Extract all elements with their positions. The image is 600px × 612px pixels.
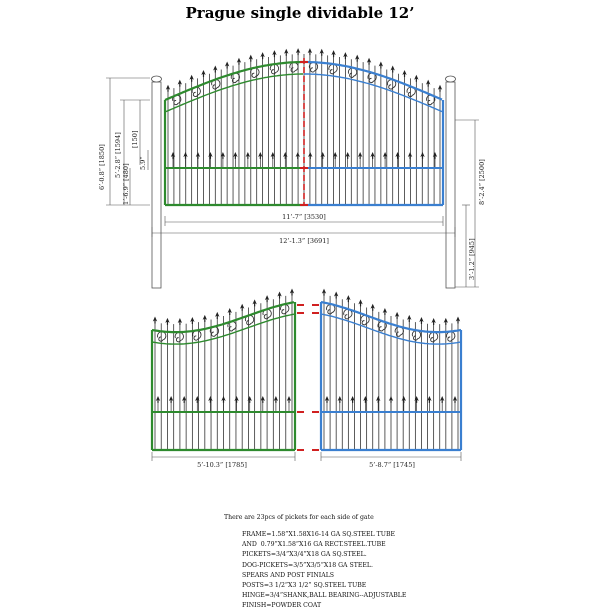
spear-finial	[453, 396, 457, 403]
spear-finial	[258, 152, 262, 159]
spear-finial	[407, 315, 411, 322]
spear-finial	[346, 295, 350, 302]
dim-height-total: 6’-0.8” [1850]	[98, 144, 106, 190]
spear-finial	[383, 308, 387, 315]
spear-finial	[153, 316, 157, 323]
spec-line: SPEARS AND POST FINIALS	[242, 571, 335, 579]
spear-finial	[178, 80, 182, 87]
spear-finial	[246, 152, 250, 159]
scroll-ornament	[193, 331, 201, 340]
spear-finial	[189, 75, 193, 82]
spear-finial	[284, 49, 288, 56]
spear-finial	[287, 396, 291, 403]
dim-height-top: [150]	[131, 130, 139, 148]
spear-finial	[208, 152, 212, 159]
spec-line: FINISH=POWDER COAT	[242, 602, 322, 610]
spear-finial	[215, 312, 219, 319]
scroll-ornament	[309, 63, 317, 72]
spear-finial	[308, 48, 312, 55]
spear-finial	[178, 318, 182, 325]
spear-finial	[183, 152, 187, 159]
spec-line: POSTS=3 1/2”X3 1/2” SQ.STEEL TUBE	[242, 582, 367, 590]
dim-width-total: 12’-1.3” [3691]	[279, 237, 329, 245]
right-post-cap	[446, 76, 456, 82]
drawing-title: Prague single dividable 12’	[185, 4, 415, 22]
spear-finial	[213, 66, 217, 73]
split-left-leaf	[152, 289, 295, 450]
spear-finial	[203, 315, 207, 322]
spear-finial	[272, 50, 276, 57]
spear-finial	[367, 58, 371, 65]
spear-finial	[426, 80, 430, 87]
spear-finial	[358, 152, 362, 159]
dim-height-small: 5.9”	[139, 156, 147, 170]
top-gate-view	[98, 48, 486, 288]
spear-finial	[225, 61, 229, 68]
right-top-rail	[304, 62, 442, 100]
spear-finial	[283, 152, 287, 159]
split-gate-view	[152, 289, 461, 469]
spear-finial	[201, 70, 205, 77]
spear-finial	[402, 396, 406, 403]
spear-finial	[260, 52, 264, 59]
spec-line: AND 0.79”X1.58”X16 GA RECT.STEEL.TUBE	[242, 541, 386, 549]
split-right-leaf	[321, 289, 461, 450]
spear-finial	[420, 152, 424, 159]
dim-height-lower: 1’-6.9” [480]	[122, 163, 130, 205]
spear-finial	[156, 396, 160, 403]
spec-line: HINGE=3/4”SHANK,BALL BEARING--ADJUSTABLE	[242, 592, 407, 600]
dim-split-right: 5’-8.7” [1745]	[369, 461, 415, 469]
dim-width-gate: 11’-7” [3530]	[282, 213, 326, 221]
split-dimension-lines	[152, 452, 461, 461]
spear-finial	[338, 396, 342, 403]
split-connector-dashes	[297, 305, 319, 450]
spec-line: DOG-PICKETS=3/5”X3/5”X18 GA STEEL.	[242, 561, 373, 569]
spear-finial	[456, 317, 460, 324]
spear-finial	[169, 396, 173, 403]
spear-finial	[402, 70, 406, 77]
spear-finial	[389, 396, 393, 403]
spear-finial	[355, 55, 359, 62]
spear-finial	[265, 295, 269, 302]
spear-finial	[190, 317, 194, 324]
spec-line: PICKETS=3/4”X3/4”X18 GA SQ.STEEL.	[242, 551, 367, 559]
spear-finial	[296, 152, 300, 159]
spear-finial	[165, 318, 169, 325]
spear-finial	[196, 152, 200, 159]
spear-finial	[408, 152, 412, 159]
pickets-note: There are 23pcs of pickets for each side of gate	[224, 514, 374, 521]
spear-finial	[221, 396, 225, 403]
spear-finial	[334, 291, 338, 298]
spear-finial	[240, 304, 244, 311]
spear-finial	[234, 396, 238, 403]
spear-finial	[308, 152, 312, 159]
dim-height-frame: 5’-2.8” [1594]	[114, 132, 122, 178]
spec-line: FRAME=1.58”X1.58X16-14 GA SQ.STEEL TUBE	[242, 531, 396, 538]
dim-split-left: 5’-10.3” [1785]	[197, 461, 247, 469]
spear-finial	[237, 58, 241, 65]
left-post	[152, 82, 161, 288]
scroll-ornament	[447, 332, 455, 341]
left-post-cap	[152, 76, 162, 82]
spear-finial	[228, 308, 232, 315]
spear-finial	[290, 289, 294, 296]
spear-finial	[322, 289, 326, 296]
scroll-ornament	[412, 331, 420, 340]
spear-finial	[166, 85, 170, 92]
spear-finial	[395, 312, 399, 319]
spear-finial	[233, 152, 237, 159]
spear-finial	[320, 49, 324, 56]
spear-finial	[343, 52, 347, 59]
spear-finial	[371, 304, 375, 311]
spear-finial	[274, 396, 278, 403]
dim-right-post: 8’-2.4” [2500]	[478, 159, 486, 205]
scroll-ornament	[329, 64, 337, 73]
spear-finial	[440, 396, 444, 403]
scroll-ornament	[175, 332, 183, 341]
spear-finial	[419, 317, 423, 324]
scroll-ornament	[290, 63, 298, 72]
right-post	[446, 82, 455, 288]
spear-finial	[438, 85, 442, 92]
spear-finial	[431, 318, 435, 325]
spear-finial	[433, 152, 437, 159]
spear-finial	[444, 318, 448, 325]
spear-finial	[414, 75, 418, 82]
dim-right-lower: 3’-1.2” [945]	[468, 238, 476, 280]
spec-list	[242, 530, 406, 612]
spear-finial	[277, 291, 281, 298]
spear-finial	[395, 152, 399, 159]
spear-finial	[331, 50, 335, 57]
spear-finial	[321, 152, 325, 159]
spear-finial	[390, 66, 394, 73]
spear-finial	[296, 48, 300, 55]
spear-finial	[325, 396, 329, 403]
spear-finial	[208, 396, 212, 403]
spear-finial	[379, 61, 383, 68]
spear-finial	[345, 152, 349, 159]
spear-finial	[171, 152, 175, 159]
spear-finial	[370, 152, 374, 159]
spear-finial	[252, 299, 256, 306]
spear-finial	[376, 396, 380, 403]
right-scroll-rail	[304, 74, 442, 112]
spear-finial	[358, 299, 362, 306]
scroll-ornament	[158, 332, 166, 341]
spear-finial	[249, 55, 253, 62]
